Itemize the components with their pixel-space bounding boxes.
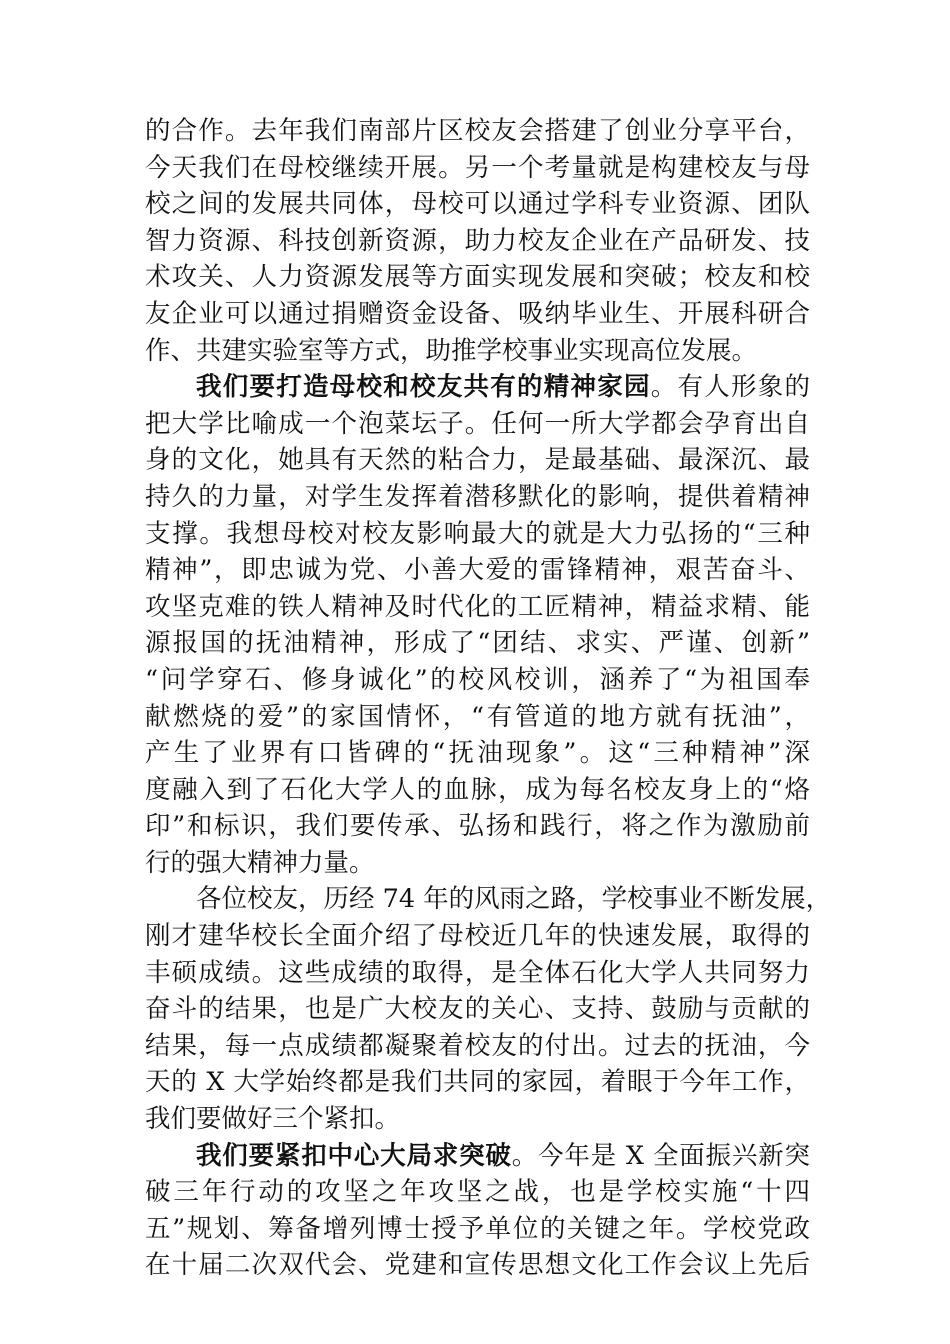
body-text-run: 身的文化，她具有天然的粘合力，是最基础、最深沉、最 — [145, 445, 810, 476]
body-text-run: 在十届二次双代会、党建和宣传思想文化工作会议上先后 — [145, 1250, 810, 1281]
text-line — [145, 699, 810, 736]
body-text-run: 。今年是 X 全面振兴新突 — [511, 1140, 810, 1171]
text-line — [145, 552, 810, 589]
text-line — [145, 735, 810, 772]
body-text-run: 校之间的发展共同体，母校可以通过学科专业资源、团队 — [145, 189, 810, 220]
body-text-run: 印”和标识，我们要传承、弘扬和践行，将之作为激励前 — [145, 811, 810, 842]
text-line — [145, 113, 810, 150]
body-text-run: 丰硕成绩。这些成绩的取得，是全体石化大学人共同努力 — [145, 957, 810, 988]
bold-heading-text: 我们要紧扣中心大局求突破 — [196, 1140, 512, 1171]
text-line — [145, 442, 810, 479]
body-text-run: 结果，每一点成绩都凝聚着校友的付出。过去的抚油，今 — [145, 1030, 810, 1061]
text-line — [145, 881, 832, 918]
body-text-run: 智力资源、科技创新资源，助力校友企业在产品研发、技 — [145, 225, 810, 256]
body-text-run: 支撑。我想母校对校友影响最大的就是大力弘扬的“三种 — [145, 518, 810, 549]
body-text-run: 今天我们在母校继续开展。另一个考量就是构建校友与母 — [145, 152, 810, 183]
text-line — [145, 150, 810, 187]
bold-heading-text: 我们要打造母校和校友共有的精神家园 — [196, 372, 651, 403]
text-line — [145, 991, 810, 1028]
text-line — [145, 589, 810, 626]
body-text-run: 刚才建华校长全面介绍了母校近几年的快速发展，取得的 — [145, 921, 810, 952]
body-text-run: 把大学比喻成一个泡菜坛子。任何一所大学都会孕育出自 — [145, 408, 810, 439]
text-line — [145, 406, 810, 443]
body-text-run: 献燃烧的爱”的家国情怀，“有管道的地方就有抚油”， — [145, 701, 810, 732]
body-text-run: “问学穿石、修身诚化”的校风校训，涵养了“为祖国奉 — [145, 664, 810, 695]
text-line — [145, 662, 810, 699]
text-line — [145, 1247, 810, 1284]
body-text-run: 度融入到了石化大学人的血脉，成为每名校友身上的“烙 — [145, 774, 810, 805]
text-line — [145, 1028, 810, 1065]
body-text-run: 持久的力量，对学生发挥着潜移默化的影响，提供着精神 — [145, 481, 810, 512]
text-line — [145, 1138, 810, 1175]
text-line — [145, 845, 810, 882]
text-line — [145, 918, 810, 955]
text-line — [145, 259, 810, 296]
text-line — [145, 955, 810, 992]
text-line — [145, 1064, 810, 1101]
body-text-run: 友企业可以通过捐赠资金设备、吸纳毕业生、开展科研合 — [145, 298, 810, 329]
text-line — [145, 1101, 810, 1138]
text-line — [145, 186, 810, 223]
body-text-run: 产生了业界有口皆碑的“抚油现象”。这“三种精神”深 — [145, 738, 810, 769]
body-text-run: 。有人形象的 — [650, 372, 810, 403]
text-line — [145, 479, 810, 516]
body-text-run: 五”规划、筹备增列博士授予单位的关键之年。学校党政 — [145, 1213, 810, 1244]
body-text-run: 奋斗的结果，也是广大校友的关心、支持、鼓励与贡献的 — [145, 994, 810, 1025]
body-text-run: 行的强大精神力量。 — [145, 847, 375, 878]
text-line — [145, 1211, 810, 1248]
text-line — [145, 625, 810, 662]
text-line — [145, 1174, 810, 1211]
body-text-run: 术攻关、人力资源发展等方面实现发展和突破；校友和校 — [145, 262, 810, 293]
body-text-run: 我们要做好三个紧扣。 — [145, 1104, 401, 1135]
text-line — [145, 296, 810, 333]
body-text-run: 攻坚克难的铁人精神及时代化的工匠精神，精益求精、能 — [145, 591, 810, 622]
body-text-run: 各位校友，历经 74 年的风雨之路，学校事业不断发展， — [196, 884, 832, 915]
body-text — [145, 113, 832, 1284]
text-line — [145, 808, 810, 845]
text-line — [145, 333, 810, 370]
text-line — [145, 516, 810, 553]
text-line — [145, 223, 810, 260]
body-text-run: 天的 X 大学始终都是我们共同的家园，着眼于今年工作， — [145, 1067, 810, 1098]
body-text-run: 精神”，即忠诚为党、小善大爱的雷锋精神，艰苦奋斗、 — [145, 555, 810, 586]
body-text-run: 作、共建实验室等方式，助推学校事业实现高位发展。 — [145, 335, 758, 366]
body-text-run: 源报国的抚油精神，形成了“团结、求实、严谨、创新” — [145, 628, 810, 659]
body-text-run: 的合作。去年我们南部片区校友会搭建了创业分享平台， — [145, 116, 810, 146]
text-line — [145, 772, 810, 809]
text-line — [145, 369, 810, 406]
body-text-run: 破三年行动的攻坚之年攻坚之战，也是学校实施“十四 — [145, 1177, 810, 1208]
